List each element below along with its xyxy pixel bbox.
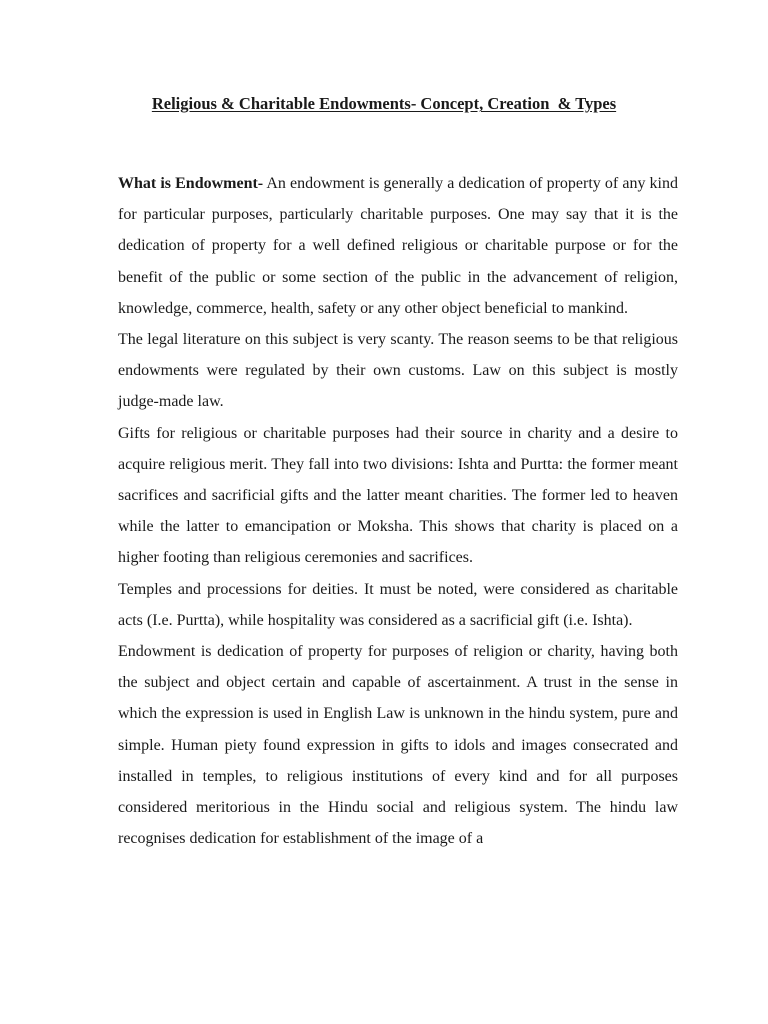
paragraph-gifts: Gifts for religious or charitable purposes had their source in charity and a desire to acquire religious merit. They fall into two divisions: Ishta and Purtta: the former meant sacrifices and sacrificial gifts and the latter meant charities. The former led to heaven while the latter to emancipation or Moksha. This shows that charity is placed on a higher footing than religious ceremonies and sacrifices. [118, 424, 678, 567]
lead-heading: What is Endowment- [118, 175, 264, 192]
paragraph-legal-literature: The legal literature on this subject is very scanty. The reason seems to be that religious endowments were regulated by their own customs. Law on this subject is mostly judge-made law. [118, 331, 678, 411]
paragraph-dedication: Endowment is dedication of property for purposes of religion or charity, having both the subject and object certain and capable of ascertainment. A trust in the sense in which the expression is used in English Law is unknown in the hindu system, pure and simple. Human piety found expression in gifts to idols and images consecrated and installed in temples, to religious institutions of every kind and for all purposes considered meritorious in the Hindu social and religious system. The hindu law recognises dedication for establishment of the image of a [118, 643, 678, 848]
paragraph-endowment-definition [118, 168, 678, 324]
paragraph-temples: Temples and processions for deities. It must be noted, were considered as charitable acts (I.e. Purtta), while hospitality was considered as a sacrificial gift (i.e. Ishta). [118, 580, 678, 629]
document-title: Religious & Charitable Endowments- Concept, Creation & Types [151, 94, 617, 113]
document-body [118, 168, 678, 854]
paragraph-text: An endowment is generally a dedication of property of any kind for particular purposes, particularly charitable purposes. One may say that it is the dedication of property for a well defined religious or charitable purpose or for the benefit of the public or some section of the public in the advancement of religion, knowledge, commerce, health, safety or any other object beneficial to mankind. [118, 175, 678, 317]
